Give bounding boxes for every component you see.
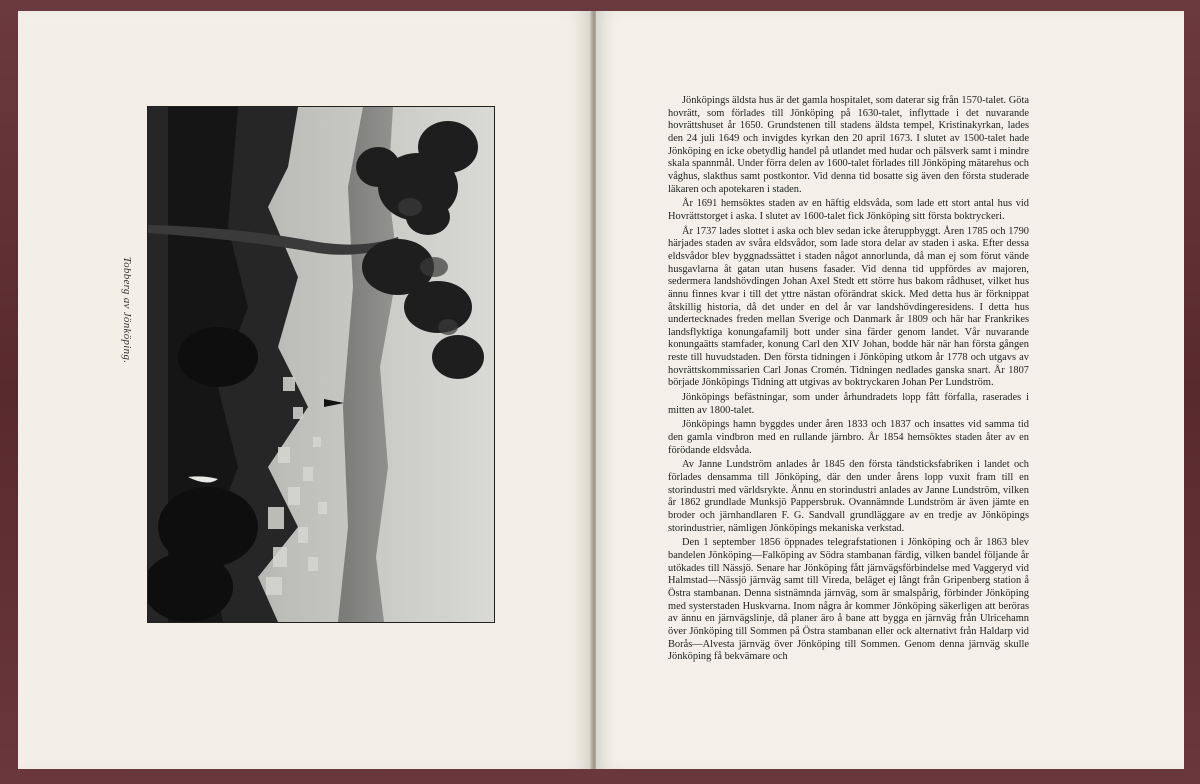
paragraph: Av Janne Lundström anlades år 1845 den första tändsticksfabriken i landet och förlades densamma till Jönköping, där den under årens lopp vuxit fram till en storindustri med världsrykte. Ännu en storindustri anlades av Janne Lundström, vilken år 1862 grundlade Munksjö Pappersbruk. Ovannämnde Lundström är även jämte en broder och järnhandlaren F. G. Sandvall grundläggare av en tredje av Jönköpings storindustrier, nämligen Jönköpings mekaniska verkstad. xyxy=(668,459,1029,534)
paragraph: Jönköpings befästningar, som under århundradets lopp fått förfalla, raserades i mitten av 1800-talet. xyxy=(668,392,1029,416)
caption-text: Tobberg av Jönköping. xyxy=(121,256,133,364)
paragraph: År 1691 hemsöktes staden av en häftig eldsvåda, som lade ett stort antal hus vid Hovrättstorget i aska. I slutet av 1600-talet fick Jönköping sitt första boktryckeri. xyxy=(668,198,1029,222)
paragraph: Den 1 september 1856 öppnades telegrafstationen i Jönköping och år 1863 blev bandelen Jönköping—Falköping av Södra stambanan färdig, vilken bandel följande år utökades till Nässjö. Senare har Jönköping fått järnvägsförbindelse med Vaggeryd vid Halmstad—Nässjö järnväg samt till Vireda, beläget ej långt från Gripenberg station å Östra stambanan. Denna sistnämnda järnväg, som är smalspårig, förbinder Jönköping med systerstaden Huskvarna. Inom några år kommer Jönköping säkerligen att beröras av ännu en järnvägslinje, då planer äro å bane att bygga en järnväg från Ulricehamn över Jönköping till Sommen på Östra stambanan eller ock alternativt från Haldarp vid Borås—Alvesta järnväg över Jönköping till Sommen. Genom denna järnväg skulle Jönköping få bekvämare och xyxy=(668,537,1029,663)
paragraph: Jönköpings äldsta hus är det gamla hospitalet, som daterar sig från 1570-talet. Göta hovrätt, som förlades till Jönköping på 1630-talet, inflyttade i det nuvarande hovrättshuset år 1650. Grundstenen till stadens äldsta tempel, Kristinakyrkan, lades den 24 juli 1649 och invigdes kyrkan den 20 april 1673. I slutet av 1500-talet hade Jönköping en icke obetydlig handel på utlandet med hudar och pälsverk samt i mindre skala spannmål. Under förra delen av 1600-talet förlades till Jönköping mätarehus och våghus, slakthus samt postkontor. Vid denna tid bosatte sig även den första studerade läkaren och apotekaren i staden. xyxy=(668,95,1029,195)
photograph-jonkoping-view xyxy=(147,106,495,623)
paragraph: Jönköpings hamn byggdes under åren 1833 och 1837 och insattes vid samma tid den gamla vindbron med en rullande järnbro. År 1854 hemsöktes staden åter av en förödande eldsvåda. xyxy=(668,419,1029,456)
photograph-illustration xyxy=(148,107,494,622)
paragraph: År 1737 lades slottet i aska och blev sedan icke återuppbyggt. Åren 1785 och 1790 härjades staden av svåra eldsvådor, som lade stora delar av staden i aska. Efter dessa eldsvådor blev byggnadssättet i staden något annorlunda, då man ej som förut vände husgavlarna åt gatan utan husens fasader. Vid denna tid uppfördes av majoren, sedermera landshövdingen Johan Axel Stedt ett större hus bakom rådhuset, vilket hus ännu finnes kvar i till det yttre nästan oförändrat skick. Med detta hus är förknippat åtskillig historia, då det under en del år var landshövdingeresidens. I detta hus undertecknades freden mellan Sverige och Danmark år 1809 och här har Frankrikes landsflyktiga konungafamilj bott under sina färder genom landet. Vår nuvarande konungaätts stamfader, konung Carl den XIV Johan, bodde här när han första gången reste till huvudstaden. Den första tidningen i Jönköping utkom år 1778 och utgavs av hovrättskommissarien Carl Jonas Cromén. Tidningen nedlades ganska snart. År 1807 började Jönköpings Tidning att utgivas av boktryckaren Johan Per Lundström. xyxy=(668,225,1029,389)
body-text xyxy=(668,95,1029,666)
